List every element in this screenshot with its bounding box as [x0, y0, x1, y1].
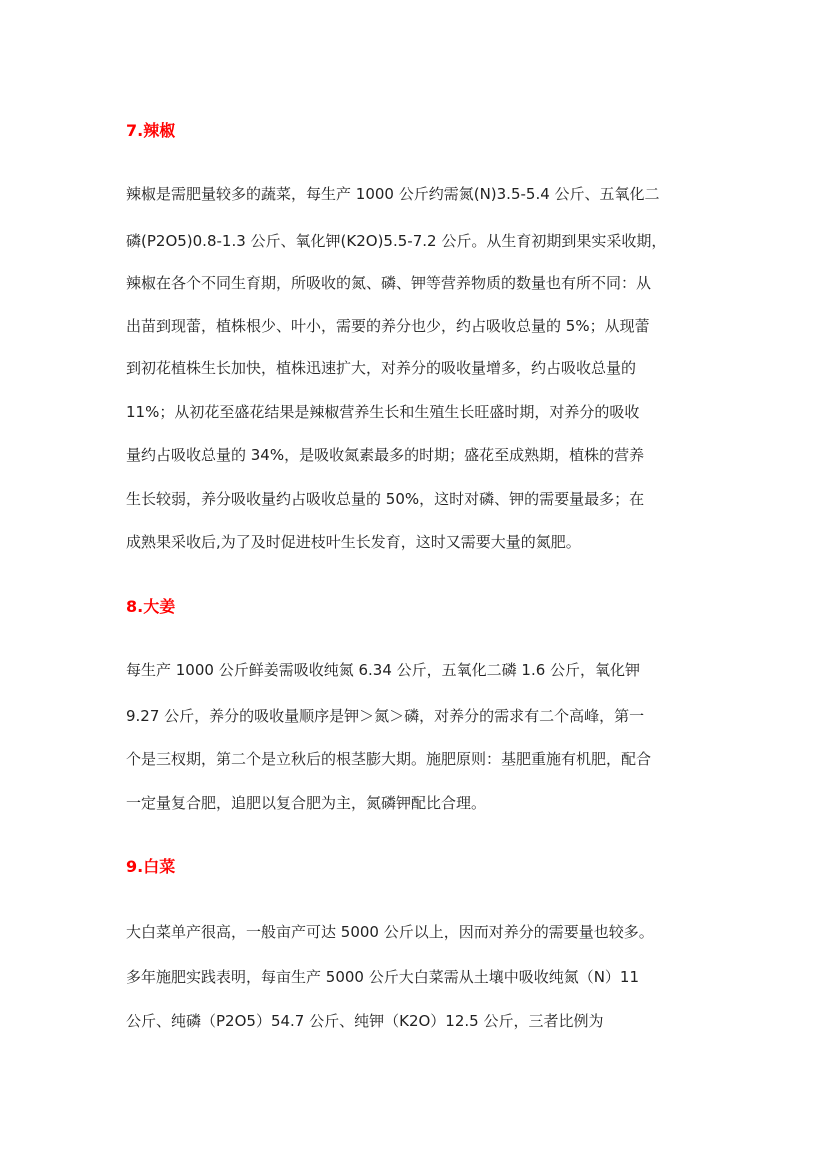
section-heading-ginger: 8.大姜	[126, 597, 176, 616]
paragraph-line: 11%；从初花至盛花结果是辣椒营养生长和生殖生长旺盛时期，对养分的吸收	[126, 403, 640, 421]
paragraph-line: 辣椒是需肥量较多的蔬菜，每生产 1000 公斤约需氮(N)3.5-5.4 公斤、五氧化二	[126, 185, 660, 203]
paragraph-line: 每生产 1000 公斤鲜姜需吸收纯氮 6.34 公斤，五氧化二磷 1.6 公斤，氧化钾	[126, 661, 641, 679]
section-heading-cabbage: 9.白菜	[126, 857, 176, 876]
paragraph-line: 磷(P2O5)0.8-1.3 公斤、氧化钾(K2O)5.5-7.2 公斤。从生育初期到果实采收期，	[126, 232, 667, 250]
paragraph-line: 多年施肥实践表明，每亩生产 5000 公斤大白菜需从土壤中吸收纯氮（N）11	[126, 968, 640, 986]
paragraph-line: 公斤、纯磷（P2O5）54.7 公斤、纯钾（K2O）12.5 公斤，三者比例为	[126, 1012, 604, 1030]
paragraph-line: 辣椒在各个不同生育期，所吸收的氮、磷、钾等营养物质的数量也有所不同：从	[126, 274, 652, 292]
paragraph-line: 大白菜单产很高，一般亩产可达 5000 公斤以上，因而对养分的需要量也较多。	[126, 923, 654, 941]
paragraph-line: 到初花植株生长加快，植株迅速扩大，对养分的吸收量增多，约占吸收总量的	[126, 359, 637, 377]
paragraph-line: 9.27 公斤，养分的吸收量顺序是钾＞氮＞磷，对养分的需求有二个高峰，第一	[126, 707, 645, 725]
paragraph-line: 一定量复合肥，追肥以复合肥为主，氮磷钾配比合理。	[126, 794, 487, 812]
paragraph-line: 成熟果采收后,为了及时促进枝叶生长发育，这时又需要大量的氮肥。	[126, 533, 581, 551]
paragraph-line: 量约占吸收总量的 34%，是吸收氮素最多的时期；盛花至成熟期，植株的营养	[126, 446, 645, 464]
paragraph-line: 生长较弱，养分吸收量约占吸收总量的 50%，这时对磷、钾的需要量最多；在	[126, 490, 645, 508]
section-heading-chili: 7.辣椒	[126, 121, 176, 140]
paragraph-line: 个是三杈期，第二个是立秋后的根茎膨大期。施肥原则：基肥重施有机肥，配合	[126, 750, 652, 768]
paragraph-line: 出苗到现蕾，植株根少、叶小，需要的养分也少，约占吸收总量的 5%；从现蕾	[126, 317, 650, 335]
